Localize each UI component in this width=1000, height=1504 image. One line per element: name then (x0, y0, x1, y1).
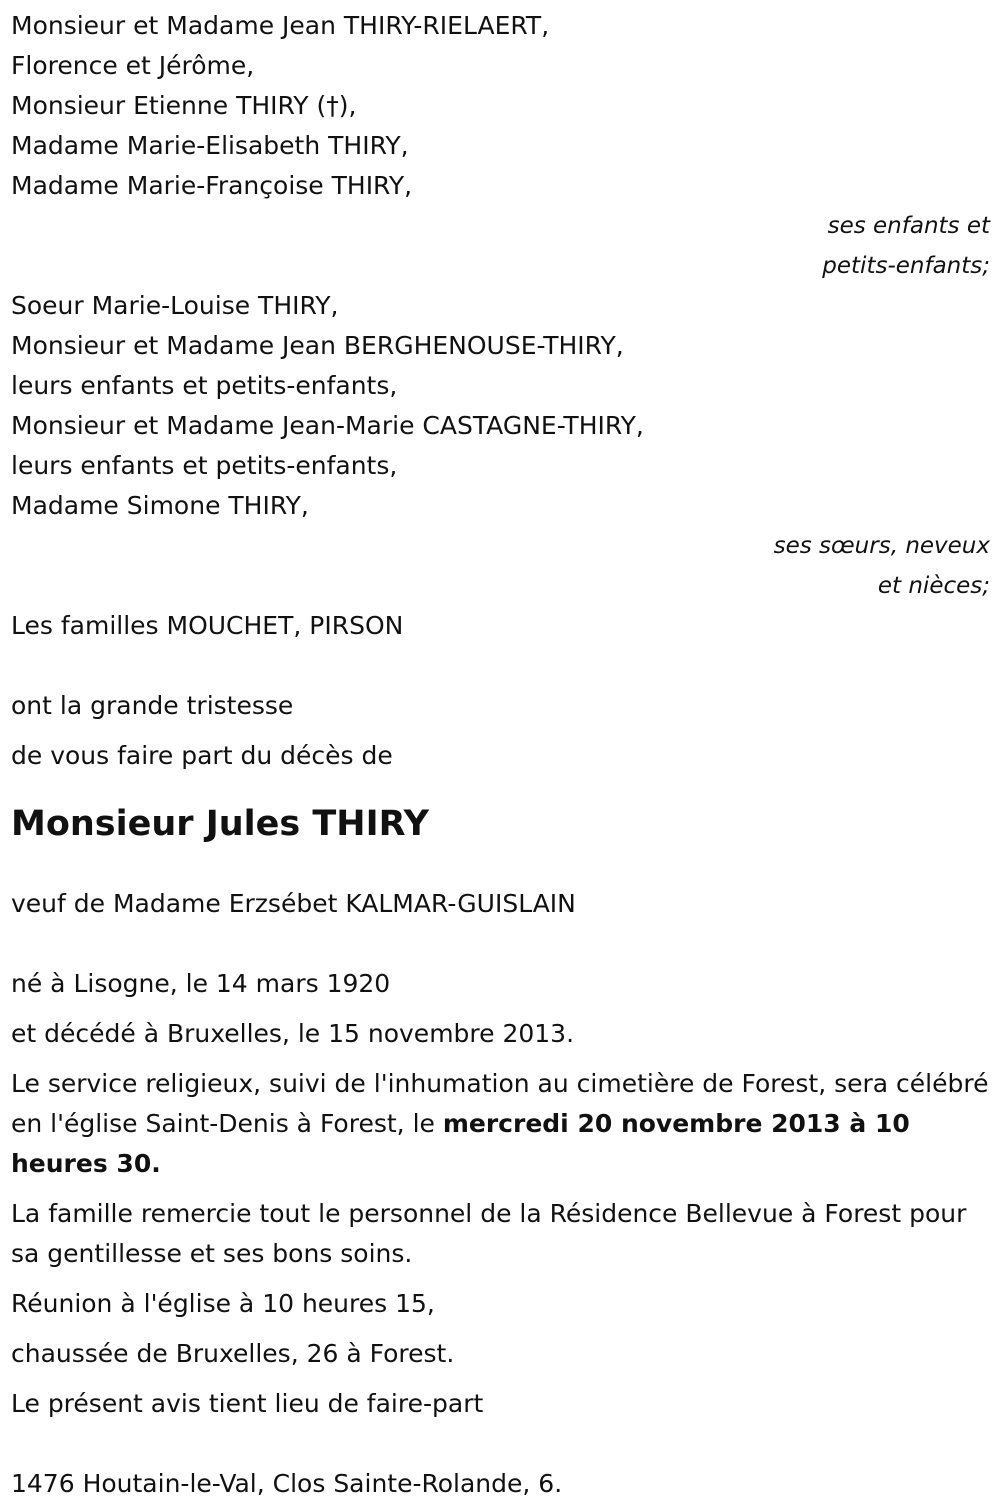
service-intro: Le service religieux, suivi de l'inhumation au cimetière de Forest, sera célébré en l'église Saint-Denis à Forest, le (11, 1069, 989, 1138)
address-line: 1476 Houtain-le-Val, Clos Sainte-Rolande, 6. (11, 1469, 563, 1498)
relation-line: ses sœurs, neveux (773, 533, 990, 559)
family-list-children (11, 6, 990, 206)
family-line: Monsieur et Madame Jean THIRY-RIELAERT, (11, 11, 550, 40)
relation-line: petits-enfants; (822, 253, 990, 279)
family-list-siblings (11, 286, 990, 526)
death-line: et décédé à Bruxelles, le 15 novembre 2013. (11, 1019, 575, 1048)
family-line: Madame Marie-Elisabeth THIRY, (11, 131, 409, 160)
announce-line: de vous faire part du décès de (11, 741, 393, 770)
service-date: mercredi 20 novembre 2013 à 10 heures 30. (11, 1109, 910, 1178)
meeting-line: chaussée de Bruxelles, 26 à Forest. (11, 1339, 455, 1368)
relation-line: et nièces; (877, 573, 990, 599)
widower-line: veuf de Madame Erzsébet KALMAR-GUISLAIN (11, 889, 576, 918)
family-line: Florence et Jérôme, (11, 51, 255, 80)
service-paragraph (11, 1064, 990, 1184)
family-line: Monsieur et Madame Jean BERGHENOUSE-THIRY, (11, 331, 624, 360)
family-line: Monsieur Etienne THIRY (†), (11, 91, 357, 120)
family-line: Soeur Marie-Louise THIRY, (11, 291, 339, 320)
family-line: leurs enfants et petits-enfants, (11, 451, 398, 480)
relation-line: ses enfants et (827, 213, 990, 239)
family-line: Monsieur et Madame Jean-Marie CASTAGNE-THIRY, (11, 411, 644, 440)
announce-line: ont la grande tristesse (11, 691, 294, 720)
family-line: Madame Marie-Françoise THIRY, (11, 171, 413, 200)
families-line: Les familles MOUCHET, PIRSON (11, 611, 404, 640)
birth-line: né à Lisogne, le 14 mars 1920 (11, 969, 391, 998)
meeting-line: Le présent avis tient lieu de faire-part (11, 1389, 484, 1418)
thanks-paragraph: La famille remercie tout le personnel de la Résidence Bellevue à Forest pour sa gentillesse et ses bons soins. (11, 1199, 967, 1268)
family-line: Madame Simone THIRY, (11, 491, 309, 520)
meeting-line: Réunion à l'église à 10 heures 15, (11, 1289, 435, 1318)
obituary-notice (11, 6, 990, 1504)
relation-children (11, 206, 990, 286)
relation-siblings (11, 526, 990, 606)
family-line: leurs enfants et petits-enfants, (11, 371, 398, 400)
deceased-name: Monsieur Jules THIRY (11, 804, 429, 844)
